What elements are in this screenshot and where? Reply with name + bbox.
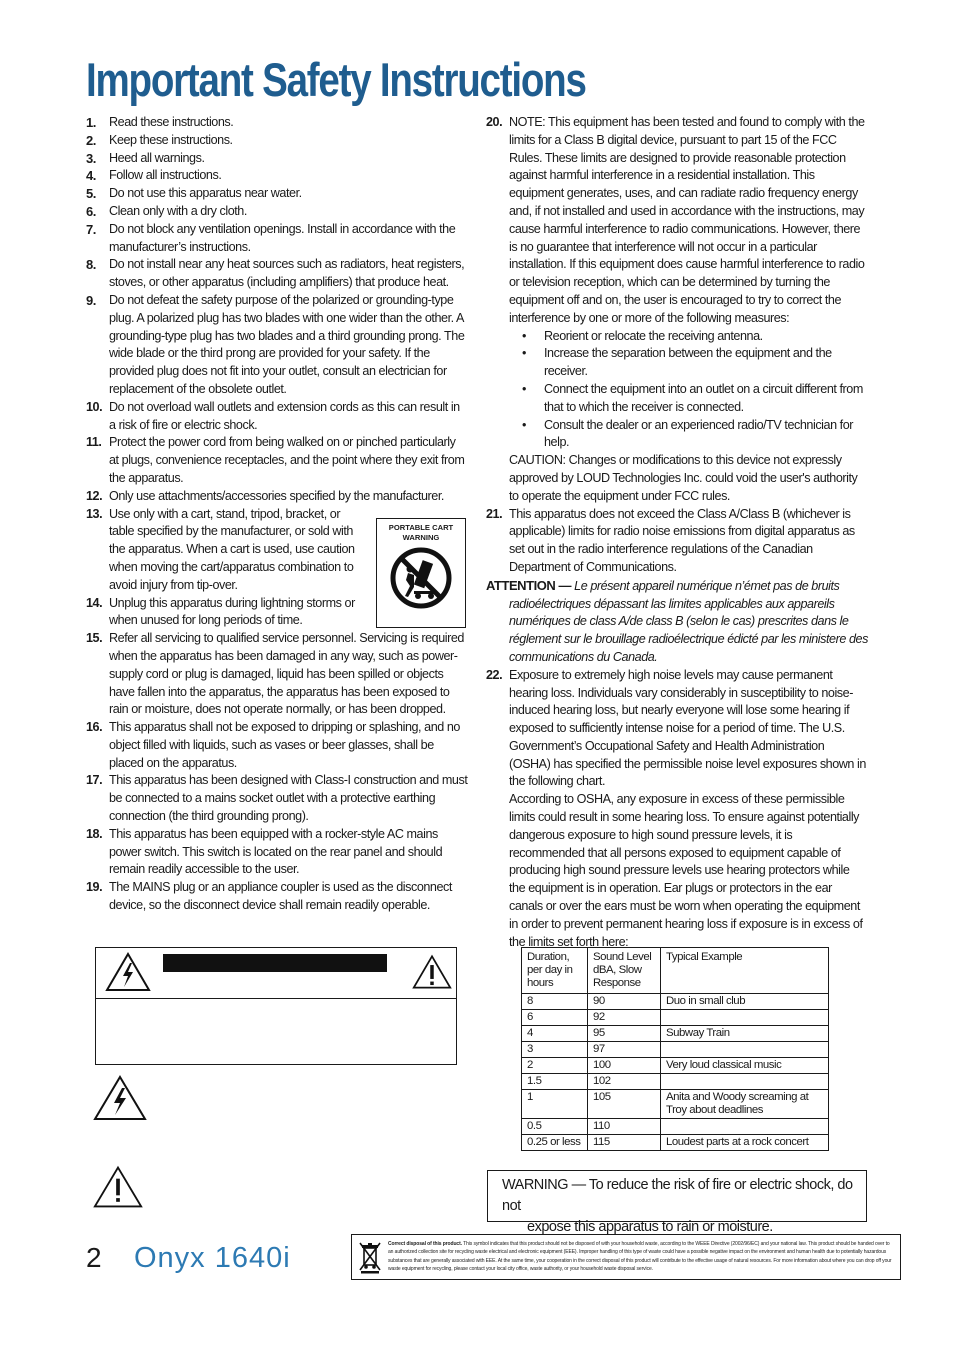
- table-row: [522, 1010, 829, 1026]
- list-item: 10. Do not overload wall outlets and extension cords as this can result in a risk of fire or electric shock.: [86, 399, 460, 432]
- warning-line: expose this apparatus to rain or moisture.: [527, 1219, 773, 1235]
- list-item: 18. This apparatus has been equipped with a rocker-style AC mains power switch. This switch is located on the rear panel and should remain readily accessible to the user.: [86, 826, 443, 877]
- table-header-cell: Duration, per day in hours: [522, 948, 588, 994]
- list-item: 5. Do not use this apparatus near water.: [86, 186, 302, 202]
- table-row: [522, 1090, 829, 1119]
- list-item: 1. Read these instructions.: [86, 115, 234, 130]
- weee-text: Correct disposal of this product. This symbol indicates that this product should not be disposed of with your household waste, according to the WEEE Directive (2002/96/EC) and your national law. This product should be handed over to an authorized collection site for recycling waste electrical and electronic equipment (EEE). Improper handling of this type of waste could have a possible negative impact on the environment and human health due to potentially hazardous substances that are generally associated with EEE. At the same time, your cooperation in the correct disposal of this product will contribute to the effective usage of natural resources. For more information about where you can drop off your waste equipment for recycling, please contact your local city office, waste authority, or your household waste disposal service.: [388, 1241, 892, 1273]
- safety-list-left: [86, 114, 468, 915]
- table-cell: 0.5: [522, 1119, 588, 1135]
- table-cell: [661, 1010, 829, 1026]
- portable-cart-warning: [376, 518, 466, 628]
- caution-box: [95, 947, 457, 1065]
- list-item: • Consult the dealer or an experienced radio/TV technician for help.: [486, 417, 868, 453]
- list-item: 4. Follow all instructions.: [86, 168, 222, 184]
- caution-heading-bar: [163, 954, 387, 972]
- table-cell: 92: [588, 1010, 661, 1026]
- exclamation-triangle-icon: [412, 952, 452, 992]
- list-item: 9. Do not defeat the safety purpose of the polarized or grounding-type plug. A polarized plug has two blades with one wider than the other. A grounding-type plug has two blades and a third grounding prong. The wide blade or the third prong are provided for your safety. If the provided plug does not fit into your outlet, consult an electrician for replacement of the obsolete outlet.: [86, 292, 465, 396]
- table-cell: 1.5: [522, 1074, 588, 1090]
- cart-tip-over-icon: [390, 547, 452, 609]
- attention-notice: ATTENTION — Le présent appareil numérique n’émet pas de bruits radioélectriques dépassant las limites applicables aux appareils numériques de class A/de class B (selon le cas) prescrites dans le réglement sur le brouillage radioélectrique édicté par les ministere des communications du Canada.: [486, 577, 868, 664]
- lightning-bolt-triangle-icon: [93, 1075, 147, 1121]
- crossed-bin-icon: [358, 1240, 382, 1274]
- table-cell: 105: [588, 1090, 661, 1119]
- noise-exposure-table: [521, 947, 829, 1151]
- fcc-caution: CAUTION: Changes or modifications to this device not expressly approved by LOUD Technologies Inc. could void the user's authority to operate the equipment under FCC rules.: [509, 453, 858, 503]
- list-item: 8. Do not install near any heat sources such as radiators, heat registers, stoves, or other apparatus (including amplifiers) that produce heat.: [86, 257, 465, 290]
- list-item: 7. Do not block any ventilation openings. Install in accordance with the manufacturer’s instructions.: [86, 221, 456, 254]
- interference-measures: [486, 328, 868, 453]
- table-cell: [661, 1119, 829, 1135]
- table-header-cell: Sound Level dBA, Slow Response: [588, 948, 661, 994]
- table-cell: 97: [588, 1042, 661, 1058]
- cart-warning-label: PORTABLE CART WARNING: [388, 523, 454, 542]
- safety-list-right: [486, 114, 868, 951]
- table-cell: 100: [588, 1058, 661, 1074]
- warning-line: WARNING — To reduce the risk of fire or electric shock, do not: [502, 1177, 853, 1214]
- page-number: 2: [86, 1242, 102, 1273]
- table-row: [522, 1074, 829, 1090]
- list-item: 6. Clean only with a dry cloth.: [86, 203, 247, 219]
- divider: [96, 998, 456, 999]
- list-item-canada: 21. This apparatus does not exceed the Class A/Class B (whichever is applicable) limits for radio noise emissions from digital apparatus as set out in the radio interference regulations of the Canadian Department of Communications.: [486, 506, 855, 574]
- list-item: • Increase the separation between the equipment and the receiver.: [486, 345, 868, 381]
- table-cell: 3: [522, 1042, 588, 1058]
- table-cell: 1: [522, 1090, 588, 1119]
- table-row: [522, 1135, 829, 1151]
- list-item: • Reorient or relocate the receiving antenna.: [486, 328, 868, 346]
- list-item: 17. This apparatus has been designed with Class-I construction and must be connected to a mains socket outlet with a protective earthing connection (the third grounding prong).: [86, 773, 468, 824]
- list-item: 12. Only use attachments/accessories specified by the manufacturer.: [86, 488, 444, 503]
- table-cell: 90: [588, 994, 661, 1010]
- table-row: [522, 994, 829, 1010]
- table-cell: 4: [522, 1026, 588, 1042]
- table-cell: Anita and Woody screaming at Troy about deadlines: [661, 1090, 829, 1119]
- table-cell: 6: [522, 1010, 588, 1026]
- rain-moisture-warning: [487, 1170, 867, 1235]
- lightning-bolt-triangle-icon: [105, 952, 151, 992]
- table-cell: [661, 1074, 829, 1090]
- table-cell: 115: [588, 1135, 661, 1151]
- table-cell: 95: [588, 1026, 661, 1042]
- list-item: 2. Keep these instructions.: [86, 132, 233, 148]
- table-row: [522, 1058, 829, 1074]
- list-item: 16. This apparatus shall not be exposed to dripping or splashing, and no object filled with liquids, such as vases or beer glasses, shall be placed on the apparatus.: [86, 720, 460, 770]
- table-header-row: [522, 948, 829, 994]
- exclamation-triangle-icon: [93, 1164, 143, 1210]
- list-item: 19. The MAINS plug or an appliance coupler is used as the disconnect device, so the disconnect device shall remain readily operable.: [86, 880, 452, 913]
- table-cell: Duo in small club: [661, 994, 829, 1010]
- list-item: 14. Unplug this apparatus during lightning storms or when unused for long periods of time.: [86, 595, 355, 628]
- list-item: 13. Use only with a cart, stand, tripod, bracket, or table specified by the manufacturer, or sold with the apparatus. When a cart is used, use caution when moving the cart/apparatus combination to avoid injury from tip-over.: [86, 506, 355, 592]
- list-item: 15. Refer all servicing to qualified service personnel. Servicing is required when the apparatus has been damaged in any way, such as power-supply cord or plug is damaged, liquid has been spilled or objects have fallen into the apparatus, the apparatus has been exposed to rain or moisture, does not operate normally, or has been dropped.: [86, 631, 464, 717]
- table-cell: 2: [522, 1058, 588, 1074]
- list-item: 11. Protect the power cord from being walked on or pinched particularly at plugs, convenience receptacles, and the point where they exit from the apparatus.: [86, 435, 465, 485]
- osha-paragraph: According to OSHA, any exposure in excess of these permissible limits could result in some hearing loss. To ensure against potentially dangerous exposure to high sound pressure levels, it is recommended that all persons exposed to equipment capable of producing high sound pressure levels use hearing protectors while the equipment is in operation. Ear plugs or protectors in the ear canals or over the ears must be worn when operating the equipment in order to prevent permanent hearing loss if exposure is in excess of the limits set forth here:: [509, 792, 863, 949]
- table-cell: Subway Train: [661, 1026, 829, 1042]
- table-row: [522, 1026, 829, 1042]
- weee-disposal-notice: [351, 1234, 901, 1280]
- table-row: [522, 1042, 829, 1058]
- table-cell: Very loud classical music: [661, 1058, 829, 1074]
- table-row: [522, 1119, 829, 1135]
- list-item-fcc: 20. NOTE: This equipment has been tested and found to comply with the limits for a Class B digital device, pursuant to part 15 of the FCC Rules. These limits are designed to provide reasonable protection against harmful interference in a residential installation. This equipment generates, uses, and can radiate radio frequency energy and, if not installed and used in accordance with the instructions, may cause harmful interference to radio communications. However, there is no guarantee that interference will not occur in a particular installation. If this equipment does cause harmful interference to radio or television reception, which can be determined by turning the equipment off and on, the user is encouraged to try to correct the interference by one or more of the following measures:: [486, 115, 865, 325]
- table-cell: 8: [522, 994, 588, 1010]
- table-cell: Loudest parts at a rock concert: [661, 1135, 829, 1151]
- page-title: Important Safety Instructions: [86, 53, 586, 106]
- list-item-hearing: 22. Exposure to extremely high noise levels may cause permanent hearing loss. Individuals vary considerably in susceptibility to noise-induced hearing loss, but nearly everyone will lose some hearing if exposed to sufficiently intense noise for a period of time. The U.S. Government’s Occupational Safety and Health Administration (OSHA) has specified the permissible noise level exposures shown in the following chart.: [486, 667, 866, 789]
- table-cell: 102: [588, 1074, 661, 1090]
- table-cell: [661, 1042, 829, 1058]
- table-cell: 0.25 or less: [522, 1135, 588, 1151]
- list-item: 3. Heed all warnings.: [86, 150, 205, 166]
- list-item: • Connect the equipment into an outlet on a circuit different from that to which the receiver is connected.: [486, 381, 868, 417]
- product-name: Onyx 1640i: [134, 1242, 291, 1274]
- table-cell: 110: [588, 1119, 661, 1135]
- table-header-cell: Typical Example: [661, 948, 829, 994]
